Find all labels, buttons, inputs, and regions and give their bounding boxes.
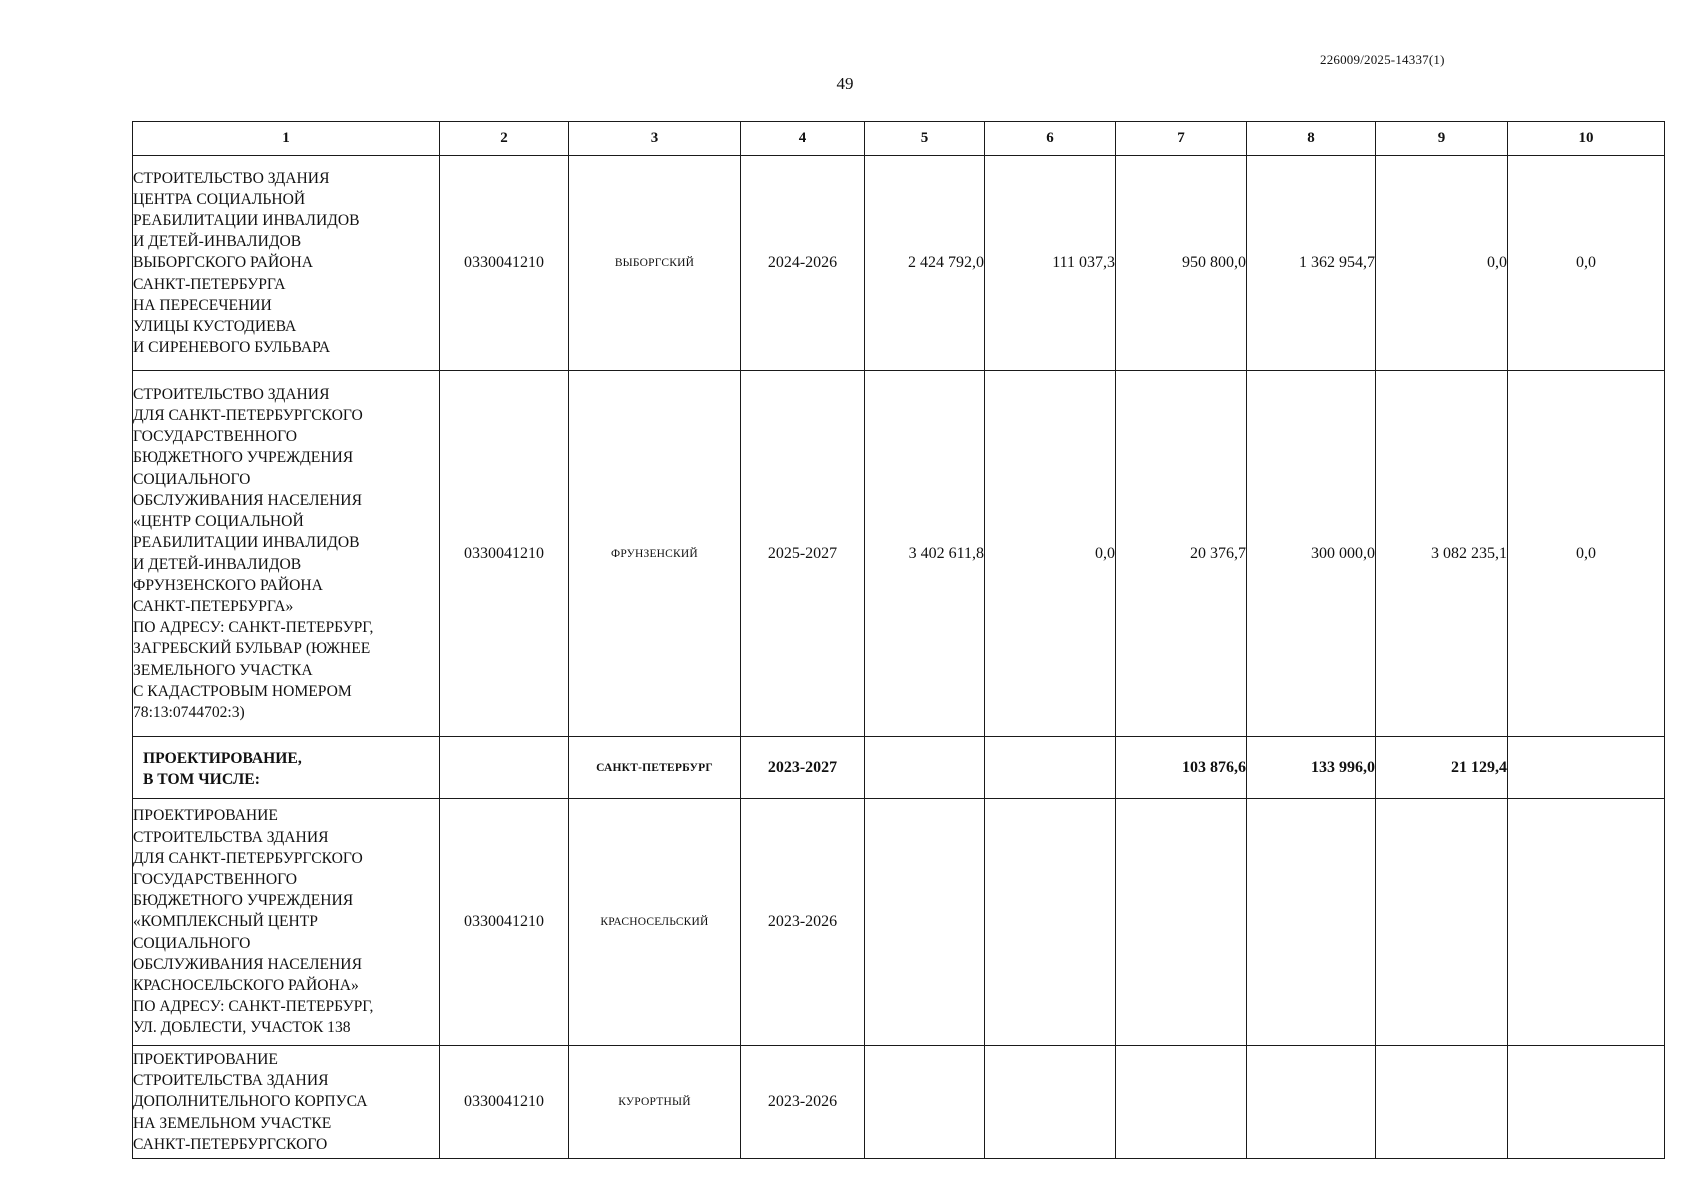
object-name-line: НА ЗЕМЕЛЬНОМ УЧАСТКЕ (133, 1114, 332, 1132)
object-name-line: ДОПОЛНИТЕЛЬНОГО КОРПУСА (133, 1093, 368, 1111)
budget-code-cell: 0330041210 (440, 1046, 569, 1159)
table-row (133, 156, 1665, 371)
object-name-line: ВЫБОРГСКОГО РАЙОНА (133, 254, 314, 272)
total-cost-cell: 2 424 792,0 (865, 156, 985, 371)
subtotal-row (133, 737, 1665, 799)
value-cell-8: 133 996,0 (1247, 737, 1376, 799)
value-cell-10 (1508, 1046, 1665, 1159)
object-name-line: ГОСУДАРСТВЕННОГО (133, 870, 298, 888)
value-cell-9: 21 129,4 (1376, 737, 1508, 799)
object-name-line: И ДЕТЕЙ-ИНВАЛИДОВ (133, 555, 302, 573)
district-cell: КУРОРТНЫЙ (569, 1046, 741, 1159)
budget-code-cell (440, 737, 569, 799)
value-cell-7: 20 376,7 (1116, 371, 1247, 737)
budget-code-cell: 0330041210 (440, 799, 569, 1046)
value-cell-7 (1116, 799, 1247, 1046)
object-name-line: ПРОЕКТИРОВАНИЕ, (143, 749, 302, 767)
object-name-line: СТРОИТЕЛЬСТВО ЗДАНИЯ (133, 169, 330, 187)
object-name-line: НА ПЕРЕСЕЧЕНИИ (133, 296, 272, 314)
object-name-cell (133, 799, 440, 1046)
value-cell-7: 950 800,0 (1116, 156, 1247, 371)
object-name-line: САНКТ-ПЕТЕРБУРГА» (133, 597, 294, 615)
object-name-line: БЮДЖЕТНОГО УЧРЕЖДЕНИЯ (133, 449, 354, 467)
object-name-line: ПО АДРЕСУ: САНКТ-ПЕТЕРБУРГ, (133, 619, 374, 637)
object-name-line: ПО АДРЕСУ: САНКТ-ПЕТЕРБУРГ, (133, 998, 374, 1016)
object-name-line: РЕАБИЛИТАЦИИ ИНВАЛИДОВ (133, 211, 360, 229)
value-cell-8: 1 362 954,7 (1247, 156, 1376, 371)
years-cell: 2023-2026 (741, 1046, 865, 1159)
column-header: 5 (865, 122, 985, 156)
district-cell: КРАСНОСЕЛЬСКИЙ (569, 799, 741, 1046)
column-header: 9 (1376, 122, 1508, 156)
column-header: 2 (440, 122, 569, 156)
object-name-line: СОЦИАЛЬНОГО (133, 470, 251, 488)
value-cell-9 (1376, 799, 1508, 1046)
value-cell-6 (985, 737, 1116, 799)
object-name-line: ДЛЯ САНКТ-ПЕТЕРБУРГСКОГО (133, 849, 363, 867)
years-cell: 2025-2027 (741, 371, 865, 737)
value-cell-7: 103 876,6 (1116, 737, 1247, 799)
object-name-line: ПРОЕКТИРОВАНИЕ (133, 807, 278, 825)
table-row (133, 371, 1665, 737)
district-cell: САНКТ-ПЕТЕРБУРГ (569, 737, 741, 799)
value-cell-9: 0,0 (1376, 156, 1508, 371)
value-cell-10: 0,0 (1508, 156, 1665, 371)
value-cell-6 (985, 799, 1116, 1046)
object-name-line: ЗЕМЕЛЬНОГО УЧАСТКА (133, 661, 313, 679)
object-name-line: В ТОМ ЧИСЛЕ: (143, 770, 260, 788)
total-cost-cell (865, 737, 985, 799)
object-name-line: ЗАГРЕБСКИЙ БУЛЬВАР (ЮЖНЕЕ (133, 640, 371, 658)
years-cell: 2023-2026 (741, 799, 865, 1046)
object-name-line: ПРОЕКТИРОВАНИЕ (133, 1050, 278, 1068)
total-cost-cell: 3 402 611,8 (865, 371, 985, 737)
object-name-line: ГОСУДАРСТВЕННОГО (133, 428, 298, 446)
object-name-line: КРАСНОСЕЛЬСКОГО РАЙОНА» (133, 977, 359, 994)
object-name-line: ДЛЯ САНКТ-ПЕТЕРБУРГСКОГО (133, 407, 363, 425)
object-name-line: «КОМПЛЕКСНЫЙ ЦЕНТР (133, 913, 318, 931)
object-name-cell (133, 737, 440, 799)
object-name-line: И СИРЕНЕВОГО БУЛЬВАРА (133, 339, 331, 357)
object-name-line: САНКТ-ПЕТЕРБУРГА (133, 275, 286, 293)
district-cell: ВЫБОРГСКИЙ (569, 156, 741, 371)
column-header: 8 (1247, 122, 1376, 156)
header-row (133, 122, 1665, 156)
object-name-cell (133, 1046, 440, 1159)
object-name-line: СОЦИАЛЬНОГО (133, 934, 251, 952)
value-cell-8: 300 000,0 (1247, 371, 1376, 737)
value-cell-8 (1247, 1046, 1376, 1159)
value-cell-6: 111 037,3 (985, 156, 1116, 371)
value-cell-9 (1376, 1046, 1508, 1159)
column-header: 7 (1116, 122, 1247, 156)
object-name-line: «ЦЕНТР СОЦИАЛЬНОЙ (133, 513, 304, 531)
budget-code-cell: 0330041210 (440, 371, 569, 737)
object-name-line: ЦЕНТРА СОЦИАЛЬНОЙ (133, 190, 306, 208)
value-cell-10: 0,0 (1508, 371, 1665, 737)
object-name-cell (133, 156, 440, 371)
value-cell-6: 0,0 (985, 371, 1116, 737)
object-name-cell (133, 371, 440, 737)
object-name-line: БЮДЖЕТНОГО УЧРЕЖДЕНИЯ (133, 892, 354, 910)
table-row (133, 1046, 1665, 1159)
object-name-line: УЛ. ДОБЛЕСТИ, УЧАСТОК 138 (133, 1019, 351, 1037)
column-header: 6 (985, 122, 1116, 156)
object-name-line: 78:13:0744702:3) (133, 703, 245, 721)
column-header: 1 (133, 122, 440, 156)
object-name-line: СТРОИТЕЛЬСТВА ЗДАНИЯ (133, 1072, 329, 1090)
years-cell: 2023-2027 (741, 737, 865, 799)
object-name-line: СТРОИТЕЛЬСТВА ЗДАНИЯ (133, 828, 329, 846)
table-row (133, 799, 1665, 1046)
column-header: 10 (1508, 122, 1665, 156)
object-name-line: ФРУНЗЕНСКОГО РАЙОНА (133, 576, 323, 594)
object-name-line: ОБСЛУЖИВАНИЯ НАСЕЛЕНИЯ (133, 955, 362, 973)
object-name-line: ОБСЛУЖИВАНИЯ НАСЕЛЕНИЯ (133, 491, 362, 509)
total-cost-cell (865, 1046, 985, 1159)
object-name-line: И ДЕТЕЙ-ИНВАЛИДОВ (133, 233, 302, 251)
years-cell: 2024-2026 (741, 156, 865, 371)
column-header: 3 (569, 122, 741, 156)
total-cost-cell (865, 799, 985, 1046)
document-id: 226009/2025-14337(1) (1320, 52, 1445, 67)
district-cell: ФРУНЗЕНСКИЙ (569, 371, 741, 737)
value-cell-6 (985, 1046, 1116, 1159)
column-header: 4 (741, 122, 865, 156)
value-cell-8 (1247, 799, 1376, 1046)
object-name-line: С КАДАСТРОВЫМ НОМЕРОМ (133, 682, 352, 700)
value-cell-10 (1508, 799, 1665, 1046)
value-cell-10 (1508, 737, 1665, 799)
budget-code-cell: 0330041210 (440, 156, 569, 371)
object-name-line: СТРОИТЕЛЬСТВО ЗДАНИЯ (133, 385, 330, 403)
object-name-line: САНКТ-ПЕТЕРБУРГСКОГО (133, 1135, 328, 1153)
value-cell-7 (1116, 1046, 1247, 1159)
object-name-line: УЛИЦЫ КУСТОДИЕВА (133, 318, 297, 335)
page-number: 49 (836, 74, 854, 93)
value-cell-9: 3 082 235,1 (1376, 371, 1508, 737)
object-name-line: РЕАБИЛИТАЦИИ ИНВАЛИДОВ (133, 534, 360, 552)
budget-table (132, 121, 1665, 1159)
